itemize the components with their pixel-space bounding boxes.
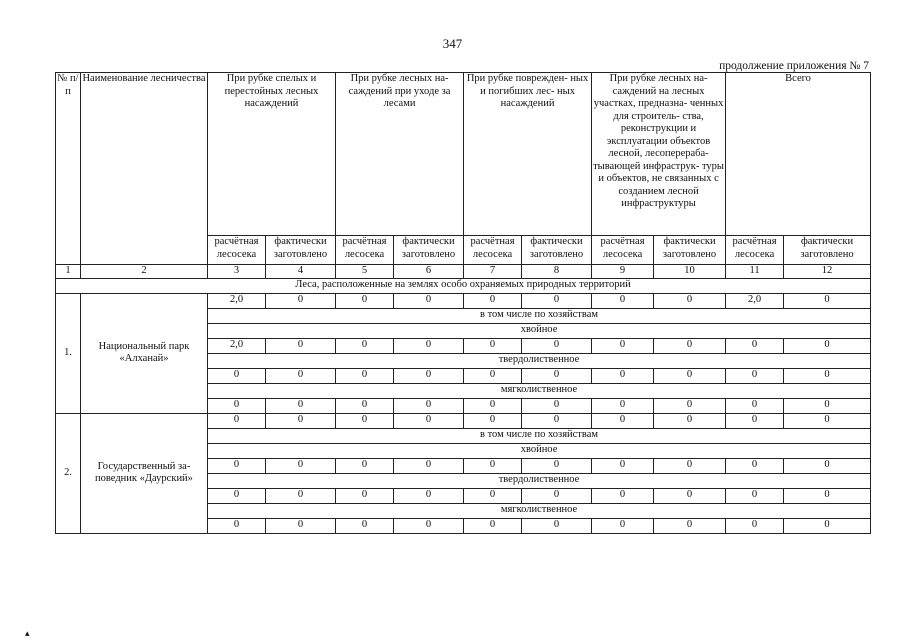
value-cell: 0 xyxy=(726,488,784,503)
value-cell: 0 xyxy=(336,338,394,353)
subheader-actual-harvest: фактически заготовлено xyxy=(266,236,336,265)
header-group-mature: При рубке спелых и перестойных лесных насаждений xyxy=(208,73,336,236)
value-cell: 0 xyxy=(522,413,592,428)
value-cell: 0 xyxy=(522,458,592,473)
value-cell: 0 xyxy=(464,413,522,428)
value-cell: 0 xyxy=(726,338,784,353)
value-cell: 0 xyxy=(654,413,726,428)
value-cell: 0 xyxy=(464,518,522,533)
group-forestry-name: Национальный парк «Алханай» xyxy=(81,293,208,413)
page-number: 347 xyxy=(442,36,463,51)
value-cell: 0 xyxy=(394,398,464,413)
label-including-by-economy: в том числе по хозяйствам xyxy=(208,308,871,323)
value-cell: 0 xyxy=(726,518,784,533)
value-cell: 0 xyxy=(592,338,654,353)
column-numbers-row xyxy=(56,265,871,279)
value-cell: 0 xyxy=(394,458,464,473)
label-hardwood: твердолиственное xyxy=(208,473,871,488)
value-cell: 0 xyxy=(336,398,394,413)
value-cell: 0 xyxy=(522,398,592,413)
value-cell: 0 xyxy=(208,488,266,503)
value-cell: 0 xyxy=(784,488,871,503)
value-cell: 0 xyxy=(464,293,522,308)
value-cell: 0 xyxy=(394,338,464,353)
value-cell: 0 xyxy=(208,368,266,383)
subheader-actual-harvest: фактически заготовлено xyxy=(784,236,871,265)
value-cell: 0 xyxy=(726,413,784,428)
section-row xyxy=(56,278,871,293)
value-cell: 0 xyxy=(592,518,654,533)
group-index: 2. xyxy=(56,413,81,533)
value-cell: 0 xyxy=(464,458,522,473)
label-coniferous: хвойное xyxy=(208,443,871,458)
value-cell: 0 xyxy=(522,368,592,383)
value-cell: 0 xyxy=(592,458,654,473)
column-number: 10 xyxy=(654,265,726,279)
header-forestry-name: Наименование лесничества xyxy=(81,73,208,265)
column-number: 1 xyxy=(56,265,81,279)
subheader-allowable-cut: расчётная лесосека xyxy=(726,236,784,265)
label-coniferous: хвойное xyxy=(208,323,871,338)
value-cell: 0 xyxy=(654,293,726,308)
value-cell: 0 xyxy=(464,488,522,503)
value-cell: 0 xyxy=(208,413,266,428)
continuation-note: продолжение приложения № 7 xyxy=(719,60,869,72)
value-cell: 0 xyxy=(208,398,266,413)
value-cell: 0 xyxy=(592,413,654,428)
label-softwood: мягколиственное xyxy=(208,383,871,398)
column-number: 7 xyxy=(464,265,522,279)
value-cell: 0 xyxy=(208,458,266,473)
value-cell: 0 xyxy=(394,518,464,533)
column-number: 6 xyxy=(394,265,464,279)
subheader-allowable-cut: расчётная лесосека xyxy=(464,236,522,265)
value-cell: 0 xyxy=(464,338,522,353)
value-cell: 0 xyxy=(266,413,336,428)
column-number: 4 xyxy=(266,265,336,279)
value-cell: 0 xyxy=(726,398,784,413)
header-index: № п/п xyxy=(56,73,81,265)
value-cell: 0 xyxy=(784,293,871,308)
label-softwood: мягколиственное xyxy=(208,503,871,518)
value-cell: 0 xyxy=(394,413,464,428)
value-cell: 0 xyxy=(654,488,726,503)
value-cell: 0 xyxy=(654,518,726,533)
value-cell: 0 xyxy=(336,458,394,473)
header-group-damaged: При рубке поврежден- ных и погибших лес- ных насаждений xyxy=(464,73,592,236)
header-group-infrastructure: При рубке лесных на- саждений на лесных участках, предназна- ченных для строитель- ства, реконструкции и эксплуатации объектов лесной, лесоперераба- тывающей инфраструк- туры и объектов, не связанных с созданием лесной инфраструктуры xyxy=(592,73,726,236)
label-including-by-economy: в том числе по хозяйствам xyxy=(208,428,871,443)
value-cell: 0 xyxy=(266,518,336,533)
value-cell: 0 xyxy=(266,458,336,473)
subheader-actual-harvest: фактически заготовлено xyxy=(522,236,592,265)
column-number: 12 xyxy=(784,265,871,279)
value-cell: 0 xyxy=(336,293,394,308)
value-cell: 0 xyxy=(654,398,726,413)
forest-harvest-table xyxy=(55,72,871,534)
group-total-row xyxy=(56,293,871,308)
value-cell: 0 xyxy=(208,518,266,533)
scan-mark: ▴ xyxy=(25,628,30,638)
column-number: 8 xyxy=(522,265,592,279)
value-cell: 0 xyxy=(266,293,336,308)
group-index: 1. xyxy=(56,293,81,413)
value-cell: 0 xyxy=(522,293,592,308)
subheader-actual-harvest: фактически заготовлено xyxy=(654,236,726,265)
value-cell: 0 xyxy=(266,368,336,383)
value-cell: 0 xyxy=(654,458,726,473)
value-cell: 0 xyxy=(592,488,654,503)
value-cell: 0 xyxy=(784,398,871,413)
value-cell: 0 xyxy=(592,368,654,383)
value-cell: 0 xyxy=(394,488,464,503)
value-cell: 2,0 xyxy=(726,293,784,308)
subheader-allowable-cut: расчётная лесосека xyxy=(592,236,654,265)
subheader-actual-harvest: фактически заготовлено xyxy=(394,236,464,265)
column-number: 11 xyxy=(726,265,784,279)
subheader-allowable-cut: расчётная лесосека xyxy=(336,236,394,265)
value-cell: 0 xyxy=(592,398,654,413)
value-cell: 0 xyxy=(464,368,522,383)
value-cell: 0 xyxy=(266,398,336,413)
value-cell: 0 xyxy=(336,488,394,503)
value-cell: 0 xyxy=(336,413,394,428)
header-group-total: Всего xyxy=(726,73,871,236)
group-total-row xyxy=(56,413,871,428)
value-cell: 0 xyxy=(592,293,654,308)
value-cell: 0 xyxy=(522,518,592,533)
value-cell: 0 xyxy=(784,518,871,533)
value-cell: 0 xyxy=(266,338,336,353)
value-cell: 0 xyxy=(522,338,592,353)
column-number: 2 xyxy=(81,265,208,279)
column-number: 3 xyxy=(208,265,266,279)
column-number: 5 xyxy=(336,265,394,279)
value-cell: 0 xyxy=(394,293,464,308)
value-cell: 2,0 xyxy=(208,293,266,308)
value-cell: 0 xyxy=(654,368,726,383)
value-cell: 0 xyxy=(784,368,871,383)
value-cell: 0 xyxy=(266,488,336,503)
label-hardwood: твердолиственное xyxy=(208,353,871,368)
value-cell: 0 xyxy=(394,368,464,383)
value-cell: 0 xyxy=(654,338,726,353)
value-cell: 0 xyxy=(522,488,592,503)
value-cell: 0 xyxy=(464,398,522,413)
section-title: Леса, расположенные на землях особо охраняемых природных территорий xyxy=(56,278,871,293)
header-group-care: При рубке лесных на- саждений при уходе за лесами xyxy=(336,73,464,236)
subheader-allowable-cut: расчётная лесосека xyxy=(208,236,266,265)
value-cell: 0 xyxy=(784,338,871,353)
value-cell: 2,0 xyxy=(208,338,266,353)
column-number: 9 xyxy=(592,265,654,279)
value-cell: 0 xyxy=(726,458,784,473)
value-cell: 0 xyxy=(336,368,394,383)
header-row xyxy=(56,73,871,236)
value-cell: 0 xyxy=(336,518,394,533)
value-cell: 0 xyxy=(784,413,871,428)
group-forestry-name: Государственный за- поведник «Даурский» xyxy=(81,413,208,533)
value-cell: 0 xyxy=(726,368,784,383)
value-cell: 0 xyxy=(784,458,871,473)
